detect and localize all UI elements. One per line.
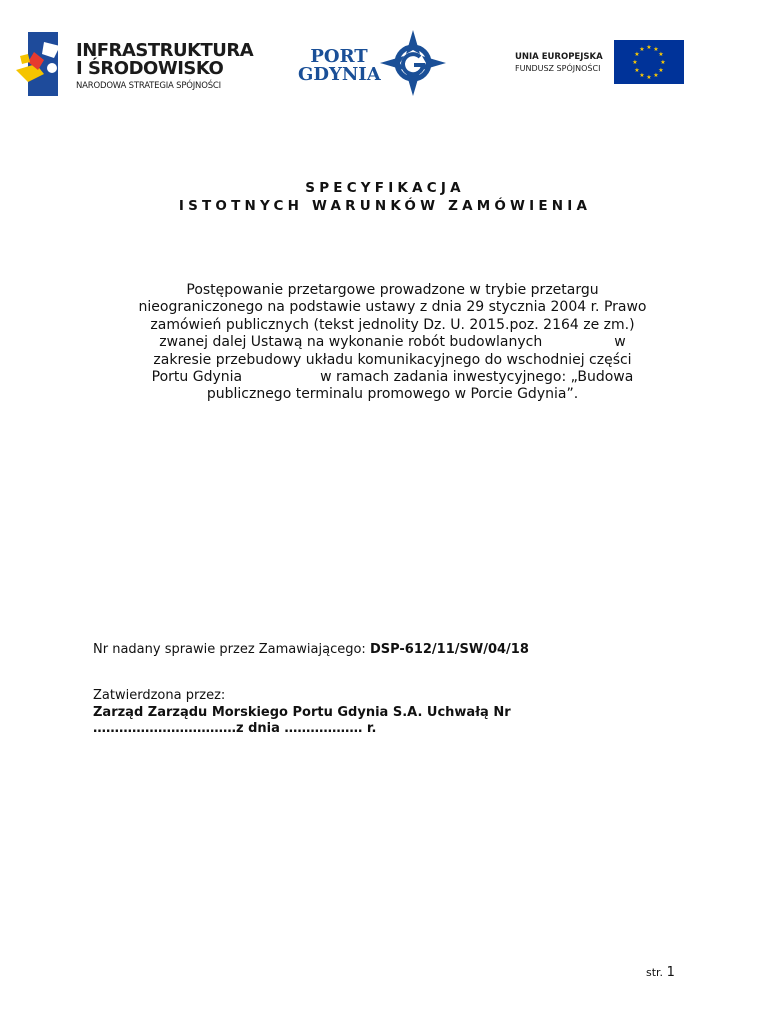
infrastruktura-line2: I ŚRODOWISKO (76, 58, 224, 79)
intro-line-4-end: w (614, 334, 626, 351)
approval-line-1: Zarząd Zarządu Morskiego Portu Gdynia S.A. Uchwałą Nr (93, 704, 511, 720)
infrastruktura-line1: INFRASTRUKTURA (76, 40, 254, 61)
header-logos (0, 28, 770, 108)
svg-text:★: ★ (632, 59, 638, 66)
svg-text:★: ★ (658, 67, 664, 74)
intro-line-6 (100, 369, 685, 386)
svg-text:★: ★ (658, 51, 664, 58)
case-reference-number: DSP-612/11/SW/04/18 (369, 642, 529, 657)
port-logo-line2: GDYNIA (298, 64, 381, 85)
intro-line-6-start: Portu Gdynia (151, 369, 243, 386)
intro-line-5: zakresie przebudowy układu komunikacyjnego do wschodniej części (153, 351, 632, 368)
port-gdynia-logo (296, 28, 451, 100)
port-logo-line1: PORT (310, 46, 368, 67)
intro-line-7: publicznego terminalu promowego w Porcie Gdynia”. (206, 386, 579, 403)
svg-text:★: ★ (646, 44, 652, 51)
case-reference-label: Nr nadany sprawie przez Zamawiającego: (93, 642, 366, 657)
document-subtitle: ISTOTNYCH WARUNKÓW ZAMÓWIENIA (178, 198, 592, 214)
svg-text:★: ★ (646, 74, 652, 81)
document-title: SPECYFIKACJA (305, 180, 465, 196)
approval-line-2: ……………………………z dnia ……………… r. (93, 721, 377, 736)
intro-line-2: nieograniczonego na podstawie ustawy z dnia 29 stycznia 2004 r. Prawo (138, 299, 647, 316)
svg-text:★: ★ (639, 72, 645, 79)
intro-line-4 (100, 334, 685, 351)
infrastruktura-logo (14, 28, 254, 100)
page-number-label: str. (646, 966, 664, 979)
intro-line-1: Postępowanie przetargowe prowadzone w trybie przetargu (186, 282, 599, 298)
intro-paragraph (100, 282, 685, 404)
svg-text:★: ★ (634, 67, 640, 74)
eu-flag-icon (614, 40, 684, 84)
svg-text:★: ★ (653, 72, 659, 79)
page-number (646, 965, 675, 980)
svg-text:★: ★ (639, 46, 645, 53)
infrastruktura-subtitle: NARODOWA STRATEGIA SPÓJNOŚCI (76, 81, 221, 91)
svg-text:★: ★ (634, 51, 640, 58)
svg-text:★: ★ (653, 46, 659, 53)
eu-logo (512, 40, 687, 88)
intro-line-3: zamówień publicznych (tekst jednolity Dz. U. 2015.poz. 2164 ze zm.) (150, 316, 635, 333)
eu-logo-line1: UNIA EUROPEJSKA (515, 52, 603, 62)
infrastruktura-emblem-icon (14, 30, 72, 98)
intro-line-6-text: w ramach zadania inwestycyjnego: „Budowa (320, 369, 634, 386)
eu-logo-line2: FUNDUSZ SPÓJNOŚCI (515, 64, 601, 73)
case-reference (93, 642, 529, 657)
approval-block (93, 688, 511, 738)
approval-label: Zatwierdzona przez: (93, 688, 226, 703)
page-number-value: 1 (666, 965, 675, 980)
intro-line-4-text: zwanej dalej Ustawą na wykonanie robót budowlanych (159, 334, 543, 351)
compass-icon (380, 30, 446, 96)
svg-text:★: ★ (660, 59, 666, 66)
